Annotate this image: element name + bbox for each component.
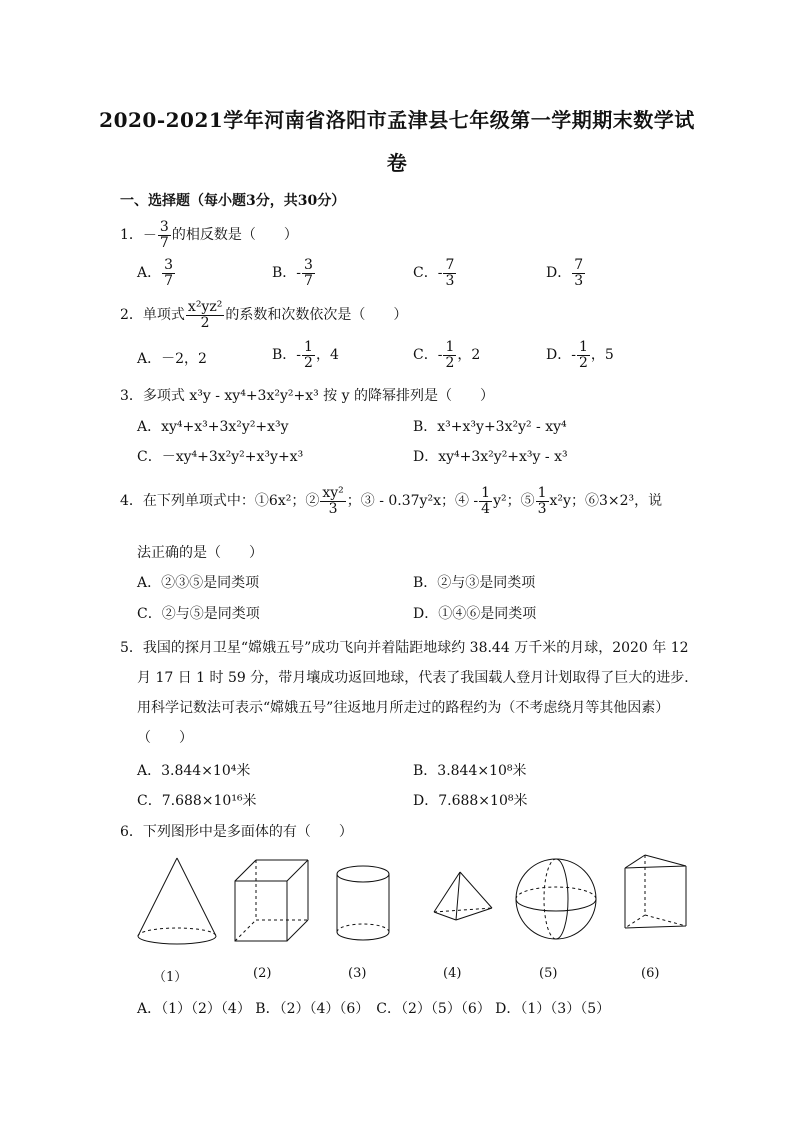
question-2-option-c[interactable]: C．- $\frac{1}{2}$ ，2 [413,339,481,371]
question-1-option-a[interactable]: A． $\frac{3}{7}$ [137,257,174,289]
question-3-option-c[interactable]: C．－xy⁴+3x²y²+x³y+x³ [137,449,304,465]
figure-label-2: (2) [253,966,272,981]
question-6-stem: 6．下列图形中是多面体的有（ ） [120,824,353,840]
question-5-line3: 用科学记数法可表示“嫦娥五号”往返地月所走过的路程约为（不考虑绕月等其他因素） [137,700,670,716]
question-5-option-c[interactable]: C．7.688×10¹⁶米 [137,793,257,809]
cone-figure [130,852,230,952]
question-4-option-a[interactable]: A．②③⑤是同类项 [137,575,260,591]
question-4-option-c[interactable]: C．②与⑤是同类项 [137,606,260,622]
cube-figure [232,855,312,950]
question-5-line4: （ ） [137,730,193,746]
question-3-option-a[interactable]: A．xy⁴+x³+3x²y²+x³y [137,419,289,435]
exam-title-line2: 卷 [386,151,408,175]
cylinder-figure [334,860,394,950]
question-5-line1: 5．我国的探月卫星“嫦娥五号”成功飞向并着陆距地球约 38.44 万千米的月球，2020 年 12 [120,640,689,656]
question-1-option-b[interactable]: B．- $\frac{3}{7}$ [272,257,313,289]
figure-label-1: （1） [153,970,188,985]
figure-label-5: (5) [539,966,558,981]
question-2-option-b[interactable]: B．- $\frac{1}{2}$ ，4 [272,339,339,371]
sphere-figure [512,855,602,945]
question-2-option-d[interactable]: D．- $\frac{1}{2}$ ，5 [546,339,614,371]
question-4-stem-line2: 法正确的是（ ） [137,545,263,561]
figure-label-3: (3) [348,966,367,981]
question-6-options[interactable]: A．（1）（2）（4） B．（2）（4）（6） C．（2）（5）（6） D．（1）（3）（5） [137,1001,611,1017]
section-heading: 一、选择题（每小题3分，共30分） [120,193,346,209]
figure-label-6: (6) [641,966,660,981]
question-3-option-b[interactable]: B．x³+x³y+3x²y² - xy⁴ [413,419,567,435]
question-3-option-d[interactable]: D．xy⁴+3x²y²+x³y - x³ [413,449,568,465]
question-1-option-d[interactable]: D． $\frac{7}{3}$ [546,257,584,289]
question-1-stem: 1．－ $\frac{3}{7}$ 的相反数是（ ） [120,219,298,251]
question-2-stem: 2．单项式 $\frac{\text{x²yz²}}{2}$ 的系数和次数依次是（ ） [120,299,408,331]
question-4-stem: 4．在下列单项式中：①6x²；② $\frac{\text{xy²}}{3}$ ；③ - 0.37y²x；④ - $\frac{1}{4}$ y²；⑤ $\frac{1}{3}$ x²y；⑥3×2³，说 [120,485,663,517]
figure-label-4: (4) [443,966,462,981]
question-1-option-c[interactable]: C．- $\frac{7}{3}$ [413,257,455,289]
pyramid-figure [430,868,500,928]
question-4-option-d[interactable]: D．①④⑥是同类项 [413,606,537,622]
question-5-line2: 月 17 日 1 时 59 分，带月壤成功返回地球，代表了我国载人登月计划取得了巨大的进步． [137,670,699,686]
question-2-option-a[interactable]: A．－2，2 [137,351,207,367]
question-4-option-b[interactable]: B．②与③是同类项 [413,575,536,591]
exam-title-line1: 2020-2021学年河南省洛阳市孟津县七年级第一学期期末数学试 [99,108,695,132]
prism-figure [620,852,692,942]
question-5-option-b[interactable]: B．3.844×10⁸米 [413,763,527,779]
question-5-option-d[interactable]: D．7.688×10⁸米 [413,793,528,809]
question-3-stem: 3．多项式 x³y - xy⁴+3x²y²+x³ 按 y 的降幂排列是（ ） [120,388,494,404]
question-5-option-a[interactable]: A．3.844×10⁴米 [137,763,251,779]
